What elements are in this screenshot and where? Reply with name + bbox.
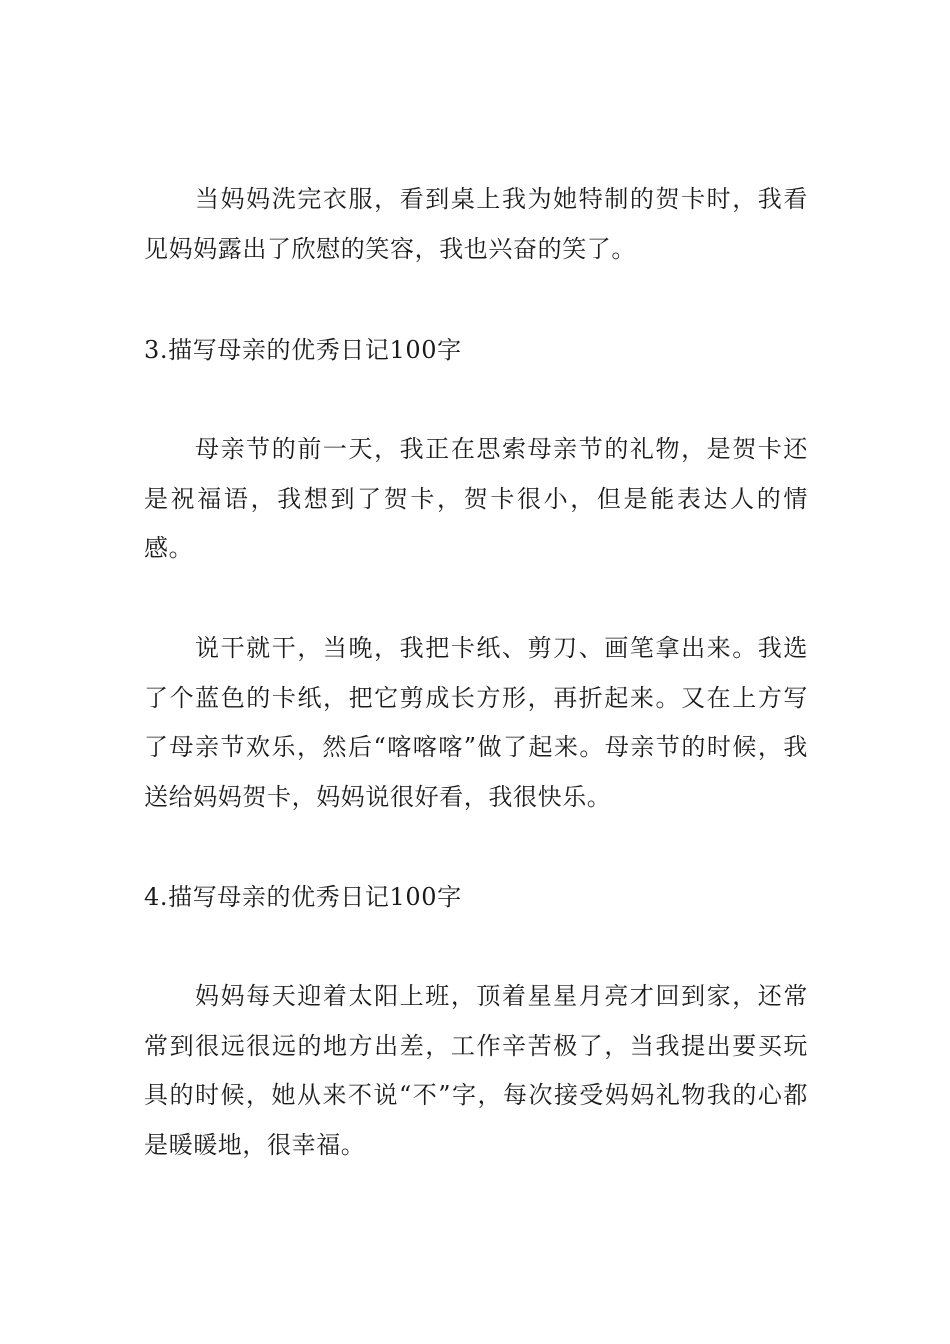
paragraph-making-card: 说干就干，当晚，我把卡纸、剪刀、画笔拿出来。我选了个蓝色的卡纸，把它剪成长方形，再折起来。又在上方写了母亲节欢乐，然后“喀喀喀”做了起来。母亲节的时候，我送给妈妈贺卡，妈妈说很好看，我很快乐。 (144, 634, 808, 811)
section-heading-4: 4.描写母亲的优秀日记100字 (144, 883, 462, 911)
paragraph-mother-works-hard: 妈妈每天迎着太阳上班，顶着星星月亮才回到家，还常常到很远很远的地方出差，工作辛苦极了，当我提出要买玩具的时候，她从来不说“不”字，每次接受妈妈礼物我的心都是暖暖地，很幸福。 (144, 982, 808, 1159)
paragraph-mother-card-smile: 当妈妈洗完衣服，看到桌上我为她特制的贺卡时，我看见妈妈露出了欣慰的笑容，我也兴奋的笑了。 (144, 185, 808, 263)
section-heading-3: 3.描写母亲的优秀日记100字 (144, 336, 462, 364)
paragraph-mothers-day-eve: 母亲节的前一天，我正在思索母亲节的礼物，是贺卡还是祝福语，我想到了贺卡，贺卡很小，但是能表达人的情感。 (144, 435, 808, 562)
